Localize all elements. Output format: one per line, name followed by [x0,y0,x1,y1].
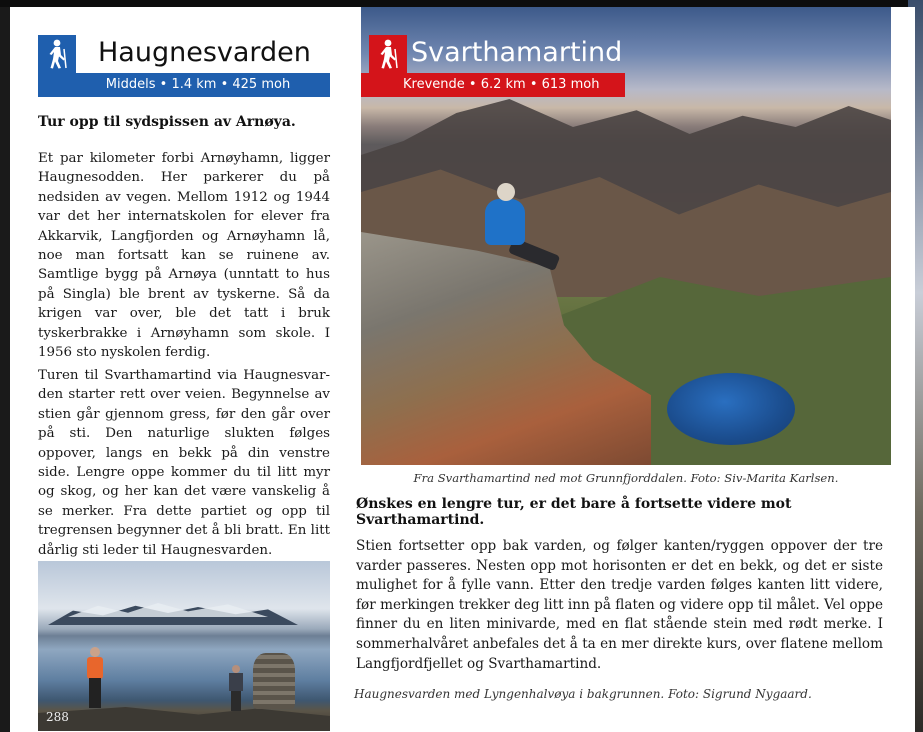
window-top-edge [0,0,923,7]
body-paragraph: Stien fortsetter opp bak varden, og følger kanten/ryggen oppover der tre varder passeres. Nesten opp mot horisonten er det en bekk, og det er siste mulighet for å fylle vann. Etter den tredje varden følges kanten litt videre, før merkingen trekker deg litt inn på flaten og videre opp til målet. Vel oppe finner du en liten minivarde, med en flat stående stein med rødt merke. I sommerhalvåret anbefales det å ta en mer direkte kurs, over flatene mellom Langfjordfjellet og Svarthamartind. [356,538,883,672]
photo-caption: Haugnesvarden med Lyngenhalvøya i bakgrunnen. Foto: Sigrund Nygaard. [354,687,812,701]
lake [667,373,795,445]
route-title: Haugnesvarden [98,37,311,68]
photo-caption: Fra Svarthamartind ned mot Grunnfjorddalen. Foto: Siv-Marita Karlsen. [413,471,839,485]
section-lead: Tur opp til sydspissen av Arnøya. [38,114,296,130]
hiker-figure [86,647,104,695]
route-stats: Middels • 1.4 km • 425 moh [38,73,330,97]
hiker-figure [485,183,545,279]
page-number: 288 [46,710,69,724]
route-header-haugnesvarden [38,35,330,97]
hiker-figure [229,665,243,709]
book-page [10,7,915,732]
section-lead: Ønskes en lengre tur, er det bare å fortsette videre mot Svarthamartind. [356,496,792,528]
route-stats: Krevende • 6.2 km • 613 moh [361,73,625,97]
hiker-icon [38,35,76,73]
body-paragraph: Et par kilometer forbi Arnøyhamn, ligger Haugnesodden. Her parkerer du på nedsiden av vegen. Mellom 1912 og 1944 var det her internatskolen for elever fra Akkarvik, Langfjorden og Arnøyhamn lå, noe man fortsatt kan se ruinene av. Samtlige bygg på Arnøya (unntatt to hus på Singla) ble brent av tyskerne. Så da krigen var over, ble det tatt i bruk tyskerbrakke i Arnøyhamn som skole. I 1956 sto nyskolen ferdig. [38,151,330,361]
route-header-svarthamartind [361,35,625,97]
cairn [253,653,295,709]
photo-haugnesvarden [38,561,330,731]
hiker-icon [369,35,407,73]
route-title: Svarthamartind [411,37,623,68]
body-paragraph: Turen til Svarthamartind via Haugnesvarden starter rett over veien. Begynnelse av stien går gjennom gress, før den går over på sti. Den naturlige slukten følges oppover, langs en bekk på din venstre side. Lengre oppe kommer du til litt myr og skog, og her kan det være vanskelig å se merker. Fra dette partiet og opp til tregrensen begynner det å bli bratt. En litt dårlig sti leder til Haugnesvarden. [38,368,330,558]
